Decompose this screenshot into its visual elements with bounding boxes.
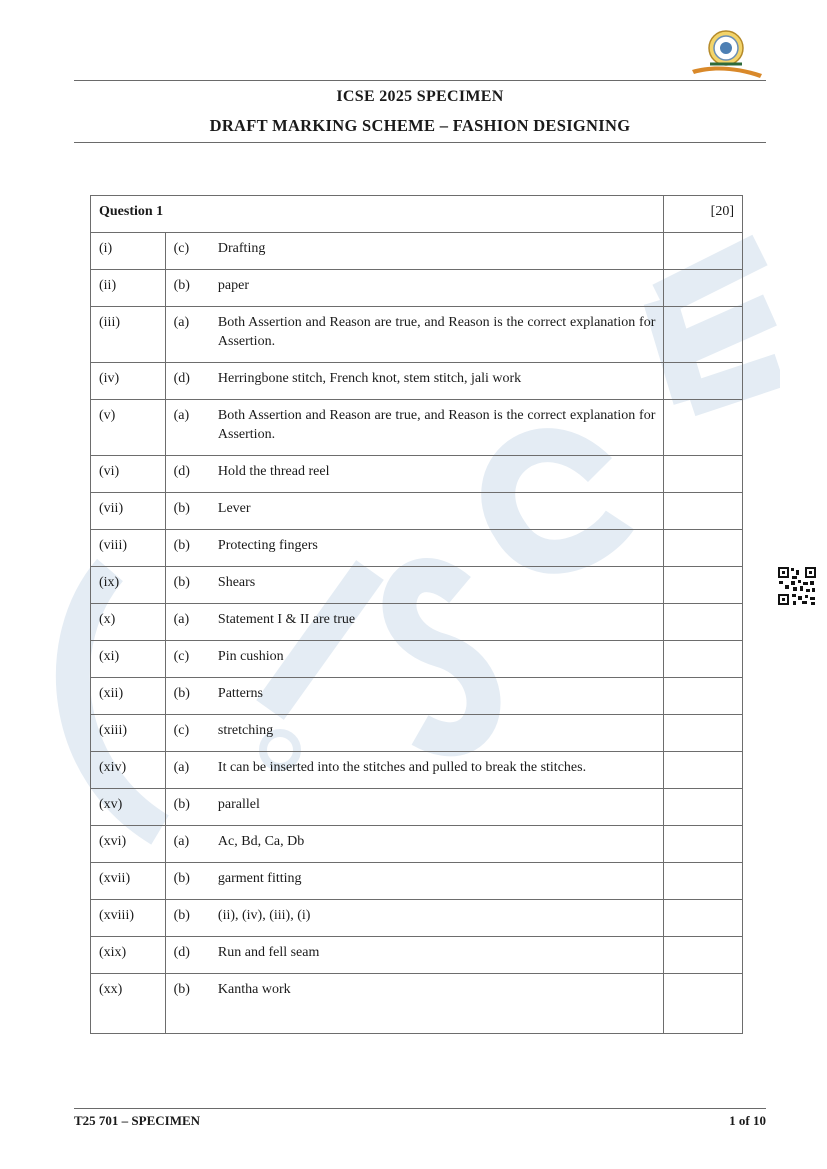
header-bottom-rule	[74, 142, 766, 143]
marks-cell	[664, 863, 743, 900]
answer-option: (a)	[165, 307, 210, 363]
question-number: (xiii)	[91, 715, 166, 752]
answer-option: (b)	[165, 900, 210, 937]
answer-row	[91, 400, 743, 456]
question-number: (xix)	[91, 937, 166, 974]
question-number: (ii)	[91, 270, 166, 307]
answer-text: garment fitting	[210, 863, 664, 900]
answer-option: (b)	[165, 974, 210, 1034]
marks-cell	[664, 456, 743, 493]
answer-option: (b)	[165, 567, 210, 604]
answer-row	[91, 752, 743, 789]
answer-text: Ac, Bd, Ca, Db	[210, 826, 664, 863]
answer-row	[91, 789, 743, 826]
marks-cell	[664, 789, 743, 826]
question-number: (xx)	[91, 974, 166, 1034]
answer-row	[91, 307, 743, 363]
answer-option: (b)	[165, 863, 210, 900]
answer-text: stretching	[210, 715, 664, 752]
answer-row	[91, 363, 743, 400]
answer-text: Kantha work	[210, 974, 664, 1034]
answer-row	[91, 567, 743, 604]
question-number: (viii)	[91, 530, 166, 567]
marks-cell	[664, 641, 743, 678]
marks-cell	[664, 233, 743, 270]
answer-text: Statement I & II are true	[210, 604, 664, 641]
marks-cell	[664, 900, 743, 937]
page-title: ICSE 2025 SPECIMEN	[336, 88, 504, 105]
marks-cell	[664, 826, 743, 863]
answer-option: (d)	[165, 937, 210, 974]
marks-cell	[664, 604, 743, 641]
answer-row	[91, 863, 743, 900]
footer-page-number: 1 of 10	[729, 1113, 766, 1128]
marks-cell	[664, 974, 743, 1034]
marks-cell	[664, 400, 743, 456]
marks-cell	[664, 270, 743, 307]
answer-row	[91, 826, 743, 863]
marking-scheme-table	[90, 195, 743, 1034]
answer-option: (a)	[165, 826, 210, 863]
question-number: (ix)	[91, 567, 166, 604]
question-number: (i)	[91, 233, 166, 270]
answer-row	[91, 641, 743, 678]
answer-row	[91, 530, 743, 567]
answer-text: Both Assertion and Reason are true, and Reason is the correct explanation for Assertion.	[210, 307, 664, 363]
question-number: (xvi)	[91, 826, 166, 863]
answer-option: (b)	[165, 678, 210, 715]
cisce-emblem-icon	[688, 24, 764, 82]
question-number: (v)	[91, 400, 166, 456]
answer-option: (a)	[165, 400, 210, 456]
answer-text: (ii), (iv), (iii), (i)	[210, 900, 664, 937]
answer-option: (c)	[165, 715, 210, 752]
answer-option: (c)	[165, 233, 210, 270]
page-footer	[74, 1108, 766, 1129]
question-number: (iii)	[91, 307, 166, 363]
question-number: (xi)	[91, 641, 166, 678]
footer-paper-code: T25 701 – SPECIMEN	[74, 1113, 201, 1128]
marks-cell	[664, 493, 743, 530]
answer-text: Both Assertion and Reason are true, and Reason is the correct explanation for Assertion.	[210, 400, 664, 456]
answer-text: Pin cushion	[210, 641, 664, 678]
answer-text: Patterns	[210, 678, 664, 715]
answer-text: Herringbone stitch, French knot, stem stitch, jali work	[210, 363, 664, 400]
marks-cell	[664, 307, 743, 363]
answer-row	[91, 974, 743, 1034]
marks-cell	[664, 530, 743, 567]
marks-cell	[664, 752, 743, 789]
marks-cell	[664, 678, 743, 715]
answer-option: (a)	[165, 604, 210, 641]
question-number: (xviii)	[91, 900, 166, 937]
answer-row	[91, 678, 743, 715]
answer-row	[91, 715, 743, 752]
marks-cell	[664, 937, 743, 974]
answer-option: (b)	[165, 530, 210, 567]
page-header	[74, 80, 766, 143]
answer-row	[91, 604, 743, 641]
answer-text: parallel	[210, 789, 664, 826]
answer-row	[91, 493, 743, 530]
question-number: (xv)	[91, 789, 166, 826]
marks-cell	[664, 363, 743, 400]
answer-row	[91, 233, 743, 270]
answer-text: Shears	[210, 567, 664, 604]
answer-text: Protecting fingers	[210, 530, 664, 567]
answer-option: (a)	[165, 752, 210, 789]
marks-cell	[664, 715, 743, 752]
answer-text: paper	[210, 270, 664, 307]
question-number: (iv)	[91, 363, 166, 400]
answer-option: (b)	[165, 789, 210, 826]
question-number: (xiv)	[91, 752, 166, 789]
answer-row	[91, 900, 743, 937]
answer-option: (d)	[165, 456, 210, 493]
question-number: (xii)	[91, 678, 166, 715]
answer-text: It can be inserted into the stitches and pulled to break the stitches.	[210, 752, 664, 789]
question-header-row	[91, 196, 743, 233]
answer-text: Drafting	[210, 233, 664, 270]
answer-option: (c)	[165, 641, 210, 678]
question-marks: [20]	[664, 196, 743, 233]
qr-code-icon	[777, 566, 817, 606]
question-number: (xvii)	[91, 863, 166, 900]
answer-row	[91, 937, 743, 974]
page-subtitle: DRAFT MARKING SCHEME – FASHION DESIGNING	[209, 116, 631, 135]
answer-text: Run and fell seam	[210, 937, 664, 974]
marks-cell	[664, 567, 743, 604]
answer-row	[91, 456, 743, 493]
answer-option: (d)	[165, 363, 210, 400]
question-number: (vi)	[91, 456, 166, 493]
answer-option: (b)	[165, 493, 210, 530]
answer-text: Hold the thread reel	[210, 456, 664, 493]
question-number: (vii)	[91, 493, 166, 530]
question-title: Question 1	[91, 196, 664, 233]
answer-row	[91, 270, 743, 307]
answer-text: Lever	[210, 493, 664, 530]
question-number: (x)	[91, 604, 166, 641]
answer-option: (b)	[165, 270, 210, 307]
